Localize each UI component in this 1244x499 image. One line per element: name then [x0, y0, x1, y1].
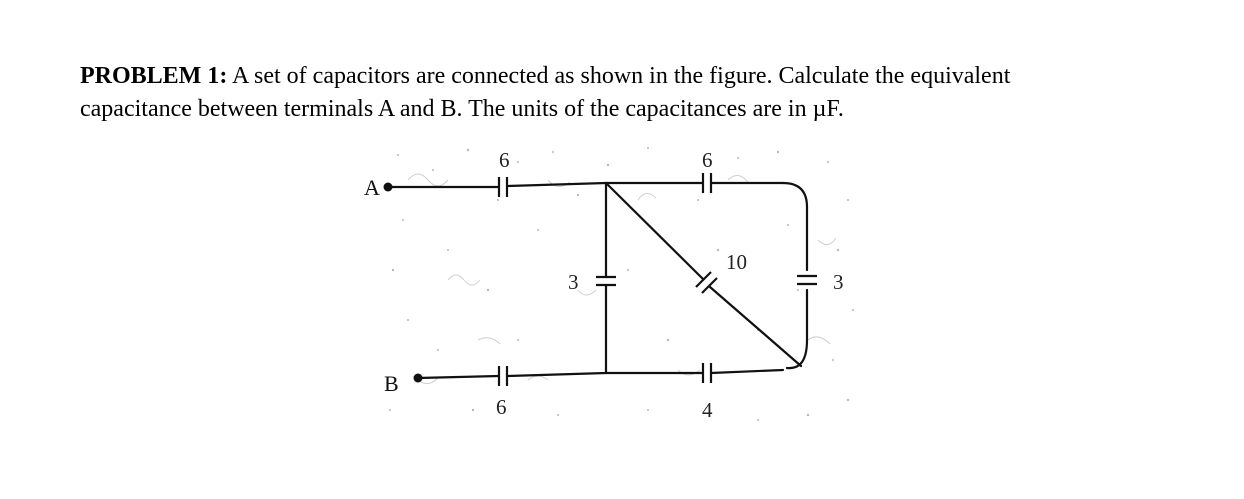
circuit-wires — [386, 183, 807, 378]
capacitor-top-right — [703, 173, 711, 193]
capacitor-right-vertical — [797, 276, 817, 284]
capacitor-top-left — [499, 177, 507, 197]
capacitor-diagonal-value: 10 — [726, 250, 747, 274]
terminal-a-label: A — [364, 175, 380, 200]
figure-texture-swirls — [408, 174, 836, 384]
capacitor-right-vertical-value: 3 — [833, 270, 844, 294]
problem-statement — [80, 60, 1180, 126]
capacitor-bottom-right-value: 4 — [702, 398, 713, 422]
capacitor-middle-vertical — [596, 277, 616, 285]
capacitor-bottom-left-value: 6 — [496, 395, 507, 419]
terminal-a-dot — [384, 183, 393, 192]
capacitor-top-right-value: 6 — [702, 148, 713, 172]
problem-text-line1: A set of capacitors are connected as shown in the figure. Calculate the equivalent — [227, 63, 1011, 89]
terminal-b-label: B — [384, 371, 399, 396]
problem-heading: PROBLEM 1: — [80, 63, 228, 89]
capacitor-bottom-left — [499, 366, 507, 386]
capacitor-top-left-value: 6 — [499, 148, 510, 172]
problem-text-line2: capacitance between terminals A and B. The units of the capacitances are in µF. — [80, 96, 844, 122]
terminal-b-dot — [414, 374, 423, 383]
capacitor-bottom-right — [703, 363, 711, 383]
capacitor-middle-vertical-value: 3 — [568, 270, 579, 294]
circuit-diagram — [364, 140, 868, 430]
circuit-figure — [364, 140, 868, 430]
figure-texture — [389, 147, 854, 421]
